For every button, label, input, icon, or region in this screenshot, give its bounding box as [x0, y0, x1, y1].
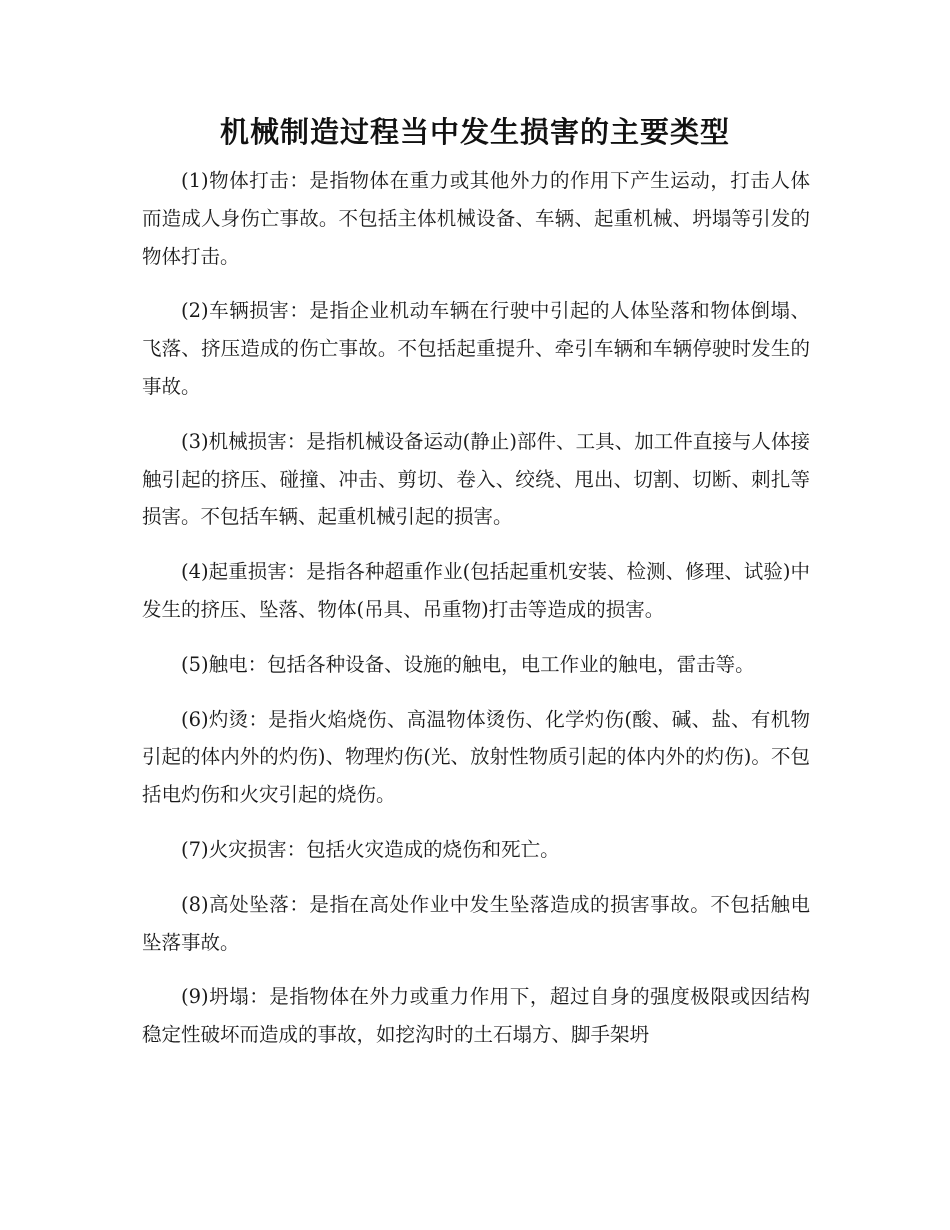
- paragraph-collapse: (9)坍塌：是指物体在外力或重力作用下，超过自身的强度极限或因结构稳定性破坏而造成的事故，如挖沟时的土石塌方、脚手架坍: [142, 985, 810, 1047]
- document-title: 机械制造过程当中发生损害的主要类型: [219, 115, 730, 149]
- paragraph-object-strike: (1)物体打击：是指物体在重力或其他外力的作用下产生运动，打击人体而造成人身伤亡事故。不包括主体机械设备、车辆、起重机械、坍塌等引发的物体打击。: [142, 169, 810, 268]
- paragraph-burns: (6)灼烫：是指火焰烧伤、高温物体烫伤、化学灼伤(酸、碱、盐、有机物引起的体内外的灼伤)、物理灼伤(光、放射性物质引起的体内外的灼伤)。不包括电灼伤和火灾引起的烧伤。: [142, 707, 810, 807]
- paragraph-lifting-injury: (4)起重损害：是指各种超重作业(包括起重机安装、检测、修理、试验)中发生的挤压、坠落、物体(吊具、吊重物)打击等造成的损害。: [142, 560, 810, 621]
- paragraph-machinery-injury: (3)机械损害：是指机械设备运动(静止)部件、工具、加工件直接与人体接触引起的挤压、碰撞、冲击、剪切、卷入、绞绕、甩出、切割、切断、刺扎等损害。不包括车辆、起重机械引起的损害。: [142, 429, 810, 529]
- paragraph-electric-shock: (5)触电：包括各种设备、设施的触电，电工作业的触电，雷击等。: [181, 652, 755, 676]
- paragraph-fire-injury: (7)火灾损害：包括火灾造成的烧伤和死亡。: [181, 837, 560, 861]
- paragraph-fall-from-height: (8)高处坠落：是指在高处作业中发生坠落造成的损害事故。不包括触电坠落事故。: [142, 892, 810, 954]
- paragraph-vehicle-injury: (2)车辆损害：是指企业机动车辆在行驶中引起的人体坠落和物体倒塌、飞落、挤压造成的伤亡事故。不包括起重提升、牵引车辆和车辆停驶时发生的事故。: [142, 299, 810, 398]
- document-body: [142, 162, 810, 1071]
